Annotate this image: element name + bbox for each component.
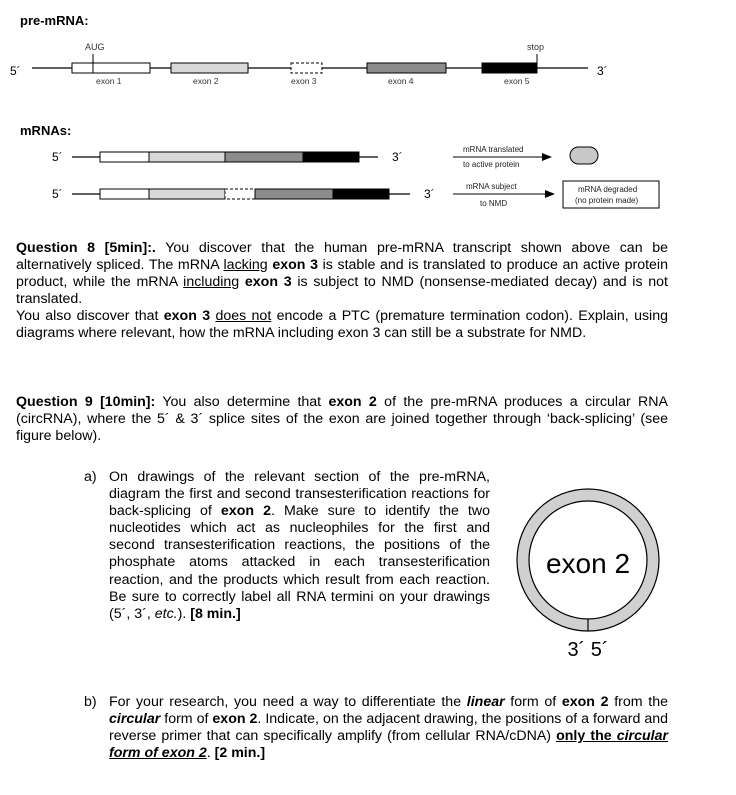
degraded-box-line-2: (no protein made) <box>575 196 639 205</box>
q9a-text: ). <box>177 605 191 622</box>
q8-text: You also discover that <box>16 308 164 324</box>
q9b-only: only the <box>556 728 617 745</box>
splicing-diagram <box>0 0 736 220</box>
q9b-text: from the <box>608 694 668 710</box>
q8-text: is subject to NMD (nonsense-mediated decay) and is not translated. <box>16 274 668 307</box>
q9b-text: For your research, you need a way to differentiate the <box>109 694 467 710</box>
q8-text: is stable and is translated to produce an active protein product, while the mRNA <box>16 257 668 290</box>
q9a-points: [8 min.] <box>190 605 241 622</box>
q9b-text: . <box>206 745 215 762</box>
pre-mrna-exon-4 <box>367 63 446 73</box>
q9a-text: . Make sure to identify the two nucleotides which act as nucleophiles for the first and second transesterification reactions, the positions of the phosphate atoms attacked in each transesterification reaction, and the products which result from each reaction. Be sure to correctly label all RNA termini on your drawings (5´, 3´, <box>109 503 490 622</box>
q8-text: encode a PTC (premature termination codon). Explain, using diagrams where relevant, how the mRNA including exon 3 can still be a substrate for NMD. <box>16 308 668 341</box>
mrna1-exon-4 <box>225 152 303 162</box>
q8-lacking: lacking <box>223 257 268 273</box>
q9-text: You also determine that <box>155 394 329 410</box>
mrna1-arrowhead <box>542 153 552 161</box>
q9b-circular-form: circular form of exon 2 <box>109 728 668 762</box>
mrna2-exon-1 <box>100 189 149 199</box>
q9a-text: On drawings of the relevant section of the pre-mRNA, diagram the first and second transesterification reactions for back-splicing of <box>109 469 490 520</box>
circrna-diagram <box>510 472 670 664</box>
q9b-text: form of <box>160 711 213 728</box>
q9a-etc: etc. <box>154 605 178 622</box>
mrnas-label: mRNAs: <box>20 123 72 138</box>
q9a-exon2: exon 2 <box>220 503 271 520</box>
exon-label-4: exon 4 <box>388 76 414 86</box>
q9a-letter: a) <box>84 469 97 485</box>
q9b-points: [2 min.] <box>214 745 266 762</box>
q8-including: including <box>183 274 240 290</box>
mrna1-exon-1 <box>100 152 149 162</box>
mrna1-5prime: 5´ <box>52 150 63 164</box>
q8-text: You discover that the human pre-mRNA transcript shown above can be alternatively spliced. The mRNA <box>16 240 668 273</box>
q9-part-a <box>84 469 490 679</box>
q8-paragraph-2 <box>16 308 668 342</box>
mrna2-3prime: 3´ <box>424 187 435 201</box>
mrna2-exon-4 <box>255 189 333 199</box>
exon-label-3: exon 3 <box>291 76 317 86</box>
exon-label-5: exon 5 <box>504 76 530 86</box>
q9b-text: form of <box>504 694 562 710</box>
mrna2-exon-2 <box>149 189 225 199</box>
pre-mrna-3prime: 3´ <box>597 64 608 78</box>
q9b-letter: b) <box>84 694 97 710</box>
q8-paragraph-1 <box>16 240 668 308</box>
q9b-text: . Indicate, on the adjacent drawing, the positions of a forward and reverse primer that can specifically amplify (from cellular RNA/cDNA) <box>109 711 668 745</box>
mrna1-arrow-text-1: mRNA translated <box>463 145 524 154</box>
q9b-linear: linear <box>466 694 505 710</box>
pre-mrna-exon-1 <box>72 63 150 73</box>
q9b-exon2: exon 2 <box>212 711 258 728</box>
mrna2-arrowhead <box>545 190 555 198</box>
mrna2-arrow-text-1: mRNA subject <box>466 182 517 191</box>
q9b-circular: circular <box>109 711 161 728</box>
mrna1-exon-5 <box>303 152 359 162</box>
question-9 <box>16 394 668 445</box>
q9-text: of the pre-mRNA produces a circular RNA (circRNA), where the 5´ & 3´ splice sites of the exon are joined together through ‘back-splicing’ (see figure below). <box>16 394 668 444</box>
stop-label: stop <box>527 42 545 52</box>
pre-mrna-label: pre-mRNA: <box>20 13 89 28</box>
q8-exon3: exon 3 <box>272 257 318 273</box>
mrna1-exon-2 <box>149 152 225 162</box>
q9a-body <box>109 469 490 623</box>
q9-exon2: exon 2 <box>328 394 377 410</box>
degraded-box-line-1: mRNA degraded <box>578 185 638 194</box>
q9b-body <box>109 694 668 762</box>
pre-mrna-exon-3 <box>291 63 322 73</box>
q9b-exon2: exon 2 <box>561 694 609 710</box>
mrna1-arrow-text-2: to active protein <box>463 160 520 169</box>
q9-title: Question 9 [10min]: <box>16 394 156 410</box>
question-8 <box>16 240 668 342</box>
q8-exon3: exon 3 <box>244 274 292 290</box>
pre-mrna-exon-5 <box>482 63 537 73</box>
mrna2-5prime: 5´ <box>52 187 63 201</box>
mrna1-3prime: 3´ <box>392 150 403 164</box>
q8-does-not: does not <box>215 308 272 324</box>
mrna2-exon-3 <box>225 189 255 199</box>
mrna2-exon-5 <box>333 189 389 199</box>
active-protein-shape <box>570 147 598 164</box>
aug-label: AUG <box>85 42 105 52</box>
pre-mrna-exon-2 <box>171 63 248 73</box>
mrna2-arrow-text-2: to NMD <box>480 199 508 208</box>
q8-title: Question 8 [5min]:. <box>16 240 156 256</box>
exon-label-2: exon 2 <box>193 76 219 86</box>
circrna-label: exon 2 <box>545 548 631 579</box>
q8-exon3: exon 3 <box>163 308 211 324</box>
pre-mrna-5prime: 5´ <box>10 64 21 78</box>
exon-label-1: exon 1 <box>96 76 122 86</box>
q9-intro <box>16 394 668 445</box>
q9-part-b <box>84 694 668 774</box>
circrna-ends: 3´ 5´ <box>567 639 609 661</box>
